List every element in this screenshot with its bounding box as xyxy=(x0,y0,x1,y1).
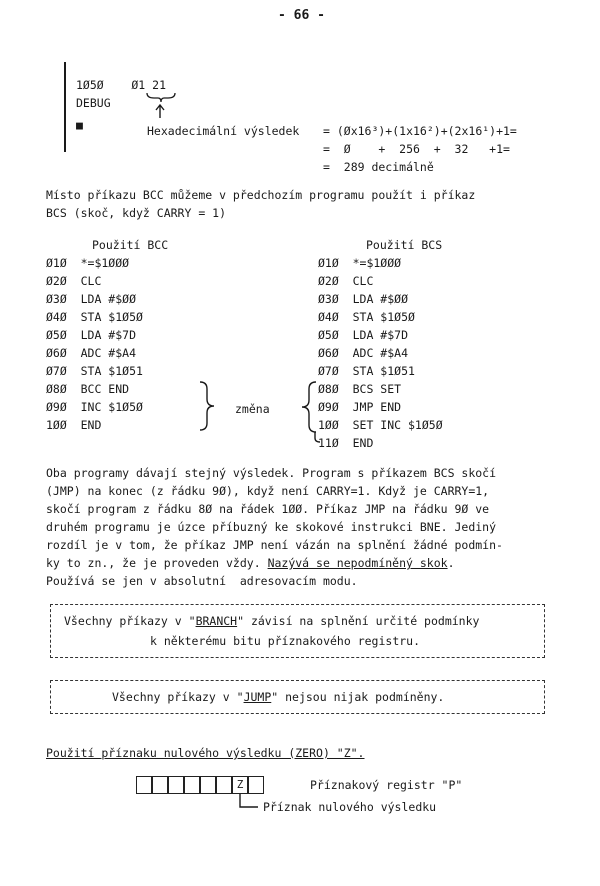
bcc-line: Ø3Ø LDA #$ØØ xyxy=(46,292,137,306)
brace-left-icon xyxy=(298,380,318,434)
margin-line xyxy=(64,62,66,152)
equation-line-1: = (Øx16³)+(1x16²)+(2x16¹)+1= xyxy=(323,124,517,138)
cursor-block: ■ xyxy=(76,118,83,132)
bcc-title: Použití BCC xyxy=(92,238,169,252)
bcs-line: Ø9Ø JMP END xyxy=(318,400,402,414)
branch-note-line-1 xyxy=(64,614,479,628)
note-text: Všechny příkazy v " xyxy=(112,690,244,704)
paragraph-text: . xyxy=(447,556,455,570)
flag-cell xyxy=(152,776,168,794)
paragraph-line xyxy=(46,556,455,570)
register-label: Příznakový registr "P" xyxy=(310,778,463,792)
intro-line-1: Místo příkazu BCC můžeme v předchozím programu použít i příkaz xyxy=(46,188,476,202)
section-heading: Použití příznaku nulového výsledku (ZERO) "Z". xyxy=(46,746,365,760)
paragraph-line: Používá se jen v absolutní adresovacím modu. xyxy=(46,574,358,588)
bcs-line: Ø8Ø BCS SET xyxy=(318,382,402,396)
bcs-line: Ø6Ø ADC #$A4 xyxy=(318,346,409,360)
flag-cell xyxy=(200,776,216,794)
brace-right-icon xyxy=(198,380,218,432)
bcs-line: Ø7Ø STA $1Ø51 xyxy=(318,364,415,378)
arrow-up-icon xyxy=(155,104,165,118)
debug-line-2: DEBUG xyxy=(76,96,111,110)
page-number: - 66 - xyxy=(278,8,325,23)
change-label: změna xyxy=(235,402,270,416)
flag-cell-z: Z xyxy=(232,776,248,794)
paragraph-line: druhém programu je úzce příbuzný ke skokové instrukci BNE. Jediný xyxy=(46,520,497,534)
paragraph-line: rozdíl je v tom, že příkaz JMP není vázán na splnění žádné podmín- xyxy=(46,538,503,552)
bcs-line: Ø3Ø LDA #$ØØ xyxy=(318,292,409,306)
jump-keyword: JUMP xyxy=(243,690,272,704)
bcs-line: 1ØØ SET INC $1Ø5Ø xyxy=(318,418,443,432)
unconditional-jump-term: Nazývá se nepodmíněný skok xyxy=(267,556,448,570)
flag-cell xyxy=(184,776,200,794)
result-label: Hexadecimální výsledek xyxy=(147,124,300,138)
bcc-line: Ø1Ø *=$1ØØØ xyxy=(46,256,130,270)
bcs-line: 11Ø END xyxy=(318,436,374,450)
jump-note-line xyxy=(112,690,444,704)
paragraph-text: ky to zn., že je proveden vždy. xyxy=(46,556,268,570)
flag-caption: Příznak nulového výsledku xyxy=(263,800,437,814)
bcs-title: Použití BCS xyxy=(366,238,443,252)
flag-cell xyxy=(136,776,152,794)
note-text: Všechny příkazy v " xyxy=(64,614,196,628)
pointer-line-icon xyxy=(236,794,260,812)
debug-line-1: 1Ø5Ø Ø1 21 xyxy=(76,78,167,92)
flag-cell xyxy=(168,776,184,794)
note-text: " závisí na splnění určité podmínky xyxy=(237,614,480,628)
bcc-line: Ø6Ø ADC #$A4 xyxy=(46,346,137,360)
bcc-line: Ø2Ø CLC xyxy=(46,274,102,288)
paragraph-line: Oba programy dávají stejný výsledek. Program s příkazem BCS skočí xyxy=(46,466,497,480)
bcc-line: Ø5Ø LDA #$7D xyxy=(46,328,137,342)
bcs-line: Ø5Ø LDA #$7D xyxy=(318,328,409,342)
branch-keyword: BRANCH xyxy=(195,614,238,628)
paragraph-line: skočí program z řádku 8Ø na řádek 1ØØ. Příkaz JMP na řádku 9Ø ve xyxy=(46,502,490,516)
bcc-line: 1ØØ END xyxy=(46,418,102,432)
bcc-line: Ø7Ø STA $1Ø51 xyxy=(46,364,143,378)
bcs-line: Ø4Ø STA $1Ø5Ø xyxy=(318,310,415,324)
flag-register xyxy=(136,776,280,794)
bcs-line: Ø2Ø CLC xyxy=(318,274,374,288)
brace-under-icon xyxy=(146,91,176,103)
flag-cell xyxy=(216,776,232,794)
note-text: " nejsou nijak podmíněny. xyxy=(271,690,445,704)
bcc-line: Ø8Ø BCC END xyxy=(46,382,130,396)
equation-line-3: = 289 decimálně xyxy=(323,160,434,174)
bcc-line: Ø4Ø STA $1Ø5Ø xyxy=(46,310,143,324)
flag-cell xyxy=(248,776,264,794)
equation-line-2: = Ø + 256 + 32 +1= xyxy=(323,142,510,156)
paragraph-line: (JMP) na konec (z řádku 9Ø), když není CARRY=1. Když je CARRY=1, xyxy=(46,484,490,498)
bcc-line: Ø9Ø INC $1Ø5Ø xyxy=(46,400,143,414)
branch-note-box xyxy=(50,604,545,658)
intro-line-2: BCS (skoč, když CARRY = 1) xyxy=(46,206,227,220)
bcs-line: Ø1Ø *=$1ØØØ xyxy=(318,256,402,270)
branch-note-line-2: k některému bitu příznakového registru. xyxy=(150,634,421,648)
